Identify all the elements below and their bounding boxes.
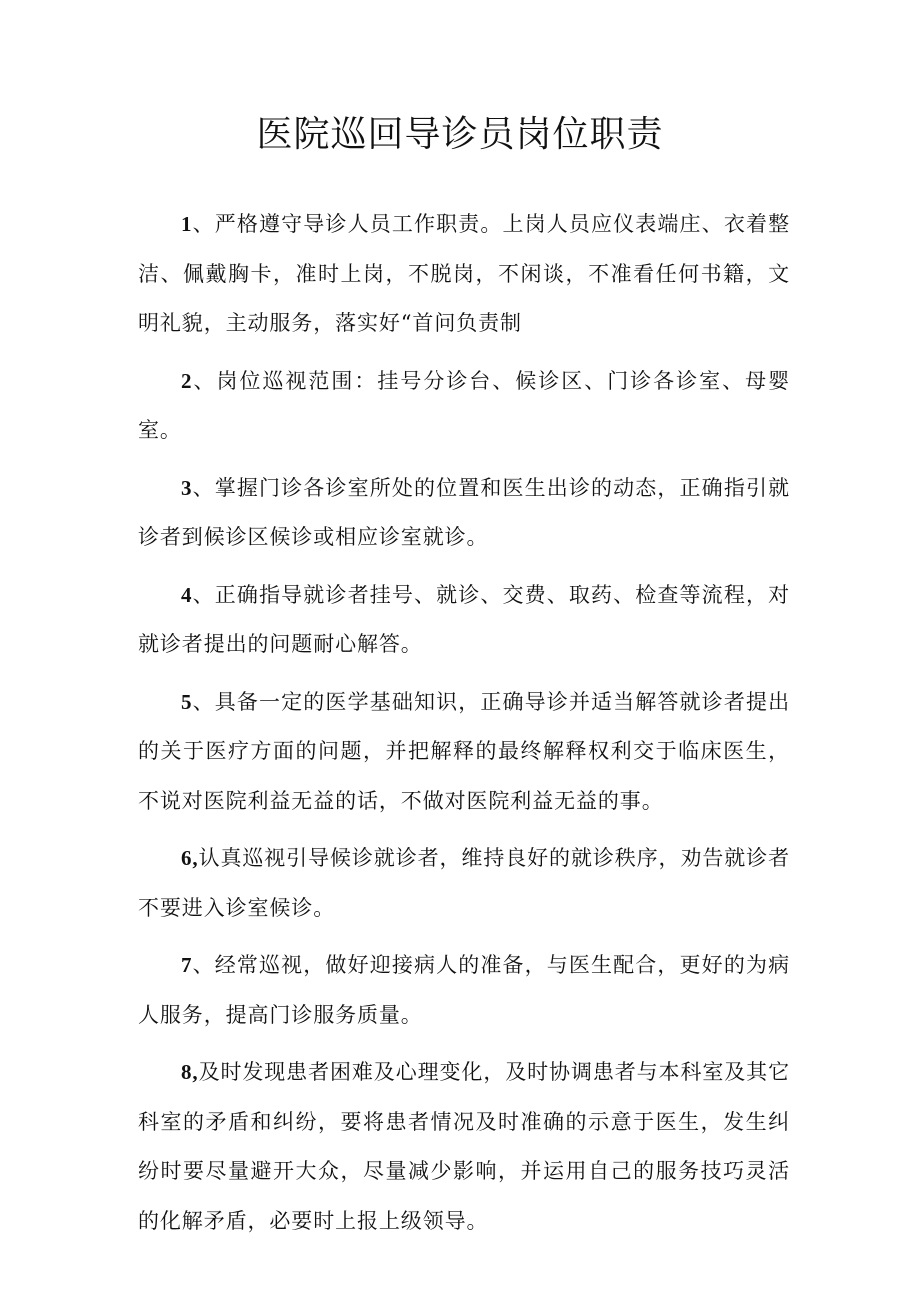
- page-title: 医院巡回导诊员岗位职责: [256, 114, 664, 155]
- duty-text: 、岗位巡视范围：挂号分诊台、候诊区、门诊各诊室、母婴室。: [138, 368, 790, 442]
- duty-item-6: [138, 834, 790, 933]
- duty-text: 认真巡视引导候诊就诊者，维持良好的就诊秩序，劝告就诊者不要进入诊室候诊。: [138, 846, 790, 920]
- duty-item-4: [138, 571, 790, 670]
- duty-number: 8,: [181, 1060, 199, 1084]
- duty-item-1: [138, 200, 790, 349]
- duty-list: [138, 200, 790, 1246]
- duty-number: 6,: [181, 846, 199, 870]
- duty-item-5: [138, 678, 790, 827]
- duty-text: 、具备一定的医学基础知识，正确导诊并适当解答就诊者提出的关于医疗方面的问题，并把解释的最终解释权利交于临床医生，不说对医院利益无益的话，不做对医院利益无益的事。: [138, 689, 790, 813]
- duty-text: 、正确指导就诊者挂号、就诊、交费、取药、检查等流程，对就诊者提出的问题耐心解答。: [138, 582, 790, 656]
- duty-item-8: [138, 1048, 790, 1246]
- duty-number: 4: [181, 582, 193, 607]
- duty-text: 、掌握门诊各诊室所处的位置和医生出诊的动态，正确指引就诊者到候诊区候诊或相应诊室就诊。: [138, 475, 790, 549]
- duty-item-7: [138, 941, 790, 1040]
- duty-item-2: [138, 357, 790, 456]
- duty-number: 3: [181, 475, 193, 500]
- duty-text: 及时发现患者困难及心理变化，及时协调患者与本科室及其它科室的矛盾和纠纷，要将患者情况及时准确的示意于医生，发生纠纷时要尽量避开大众，尽量减少影响，并运用自己的服务技巧灵活的化解矛盾，必要时上报上级领导。: [138, 1060, 790, 1233]
- duty-number: 7: [181, 953, 193, 977]
- duty-number: 5: [181, 689, 193, 714]
- duty-text: 、严格遵守导诊人员工作职责。上岗人员应仪表端庄、衣着整洁、佩戴胸卡，准时上岗，不脱岗，不闲谈，不准看任何书籍，文明礼貌，主动服务，落实好“首问负责制: [138, 212, 790, 335]
- duty-number: 2: [181, 368, 193, 393]
- duty-number: 1: [181, 212, 193, 236]
- duty-text: 、经常巡视，做好迎接病人的准备，与医生配合，更好的为病人服务，提高门诊服务质量。: [138, 953, 790, 1027]
- duty-item-3: [138, 464, 790, 563]
